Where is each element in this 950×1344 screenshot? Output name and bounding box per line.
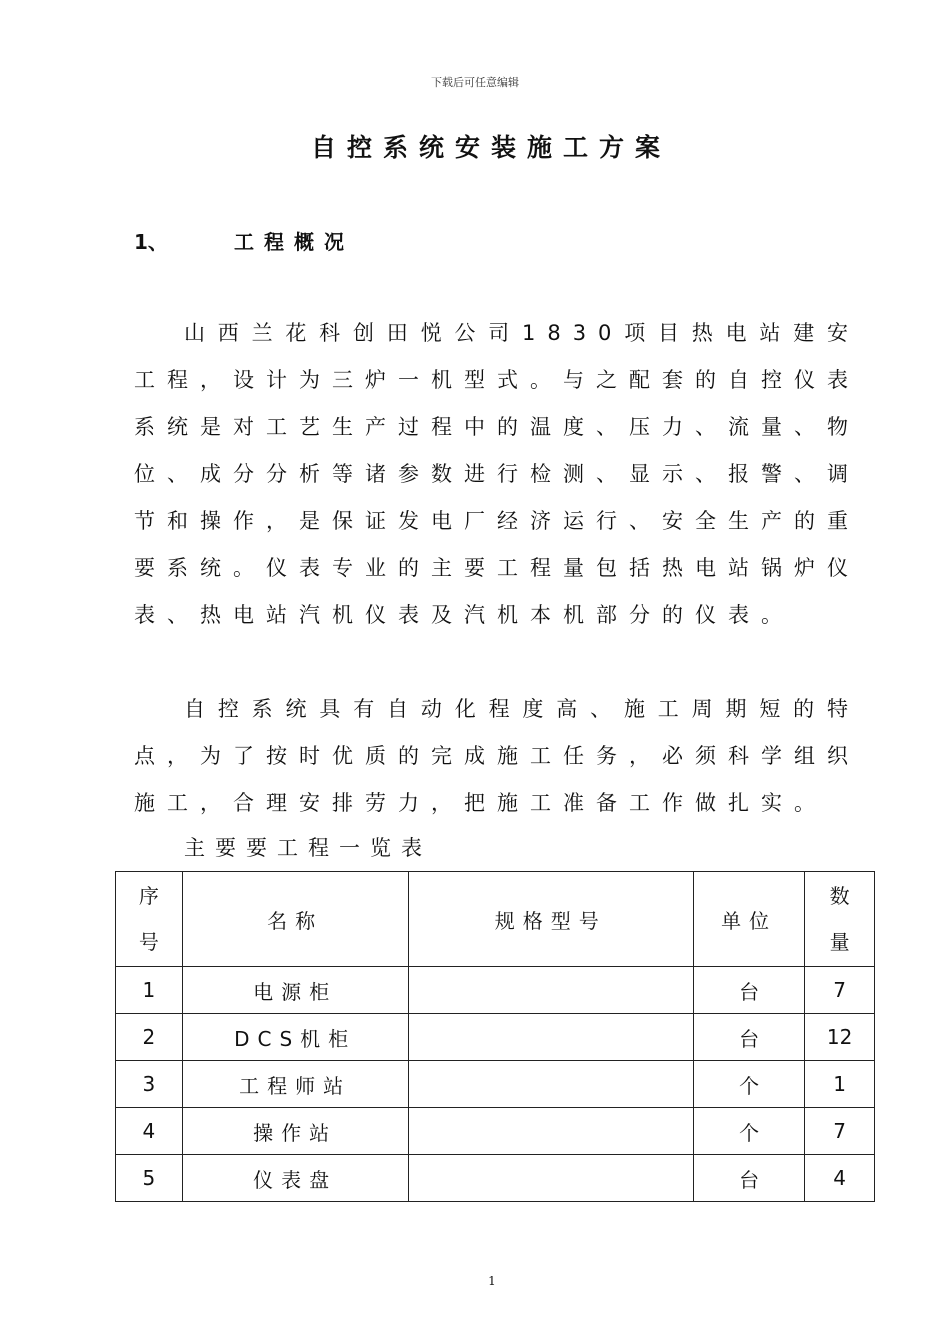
cell-spec [408,1061,693,1108]
page-number: 1 [488,1274,496,1288]
cell-unit: 台 [693,967,804,1014]
cell-spec [408,1108,693,1155]
cell-qty: 4 [805,1155,875,1202]
cell-qty: 12 [805,1014,875,1061]
cell-spec [408,1014,693,1061]
table-row [116,1014,875,1061]
cell-name: 工程师站 [182,1061,408,1108]
cell-spec [408,967,693,1014]
cell-qty: 7 [805,1108,875,1155]
header-name: 名称 [182,872,408,967]
section-number: 1、 [134,230,168,254]
feature-paragraph: 自控系统具有自动化程度高、施工周期短的特点，为了按时优质的完成施工任务，必须科学组织施工，合理安排劳力，把施工准备工作做扎实。 [134,697,860,815]
table-row [116,1061,875,1108]
section-title: 工程概况 [234,230,354,254]
cell-qty: 1 [805,1061,875,1108]
cell-name: DCS机柜 [182,1014,408,1061]
table-row [116,1108,875,1155]
table-row [116,1155,875,1202]
table-header-row [116,872,875,967]
header-spec: 规格型号 [408,872,693,967]
cell-name: 操作站 [182,1108,408,1155]
cell-name: 仪表盘 [182,1155,408,1202]
cell-index: 2 [116,1014,183,1061]
download-note: 下载后可任意编辑 [431,76,519,89]
cell-qty: 7 [805,967,875,1014]
cell-index: 3 [116,1061,183,1108]
cell-unit: 台 [693,1155,804,1202]
table-row [116,967,875,1014]
cell-spec [408,1155,693,1202]
header-unit: 单位 [693,872,804,967]
cell-index: 5 [116,1155,183,1202]
cell-unit: 个 [693,1061,804,1108]
section-heading [134,226,354,255]
header-qty: 数 量 [805,872,875,967]
table-caption: 主要要工程一览表 [184,836,432,860]
cell-index: 1 [116,967,183,1014]
document-title: 自控系统安装施工方案 [310,133,671,162]
overview-paragraph: 山西兰花科创田悦公司1830项目热电站建安工程，设计为三炉一机型式。与之配套的自控仪表系统是对工艺生产过程中的温度、压力、流量、物位、成分分析等诸参数进行检测、显示、报警、调节和操作，是保证发电厂经济运行、安全生产的重要系统。仪表专业的主要工程量包括热电站锅炉仪表、热电站汽机仪表及汽机本机部分的仪表。 [134,321,860,627]
cell-index: 4 [116,1108,183,1155]
cell-name: 电源柜 [182,967,408,1014]
main-works-table [115,871,875,1202]
cell-unit: 个 [693,1108,804,1155]
cell-unit: 台 [693,1014,804,1061]
header-index: 序 号 [116,872,183,967]
